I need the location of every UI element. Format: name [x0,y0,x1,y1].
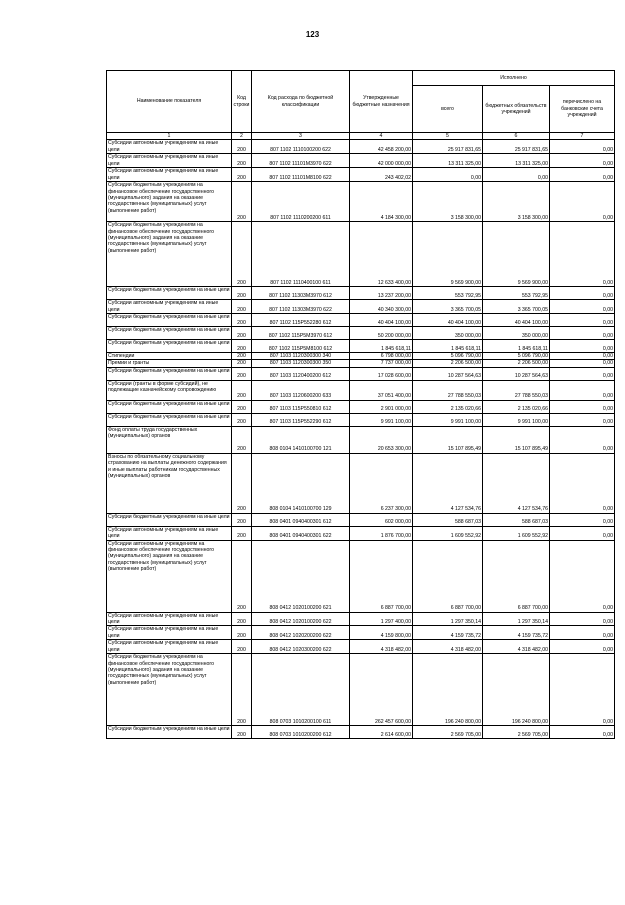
table-row [107,168,615,182]
header-name: Наименование показателя [107,71,232,133]
row-code-cell: 200 [232,400,252,413]
row-bank-cell: 0,00 [550,154,615,168]
row-code-cell: 200 [232,300,252,314]
row-name-cell: Субсидии автономным учреждениям на иные цели [107,300,232,314]
table-row [107,360,615,367]
row-bank-cell: 0,00 [550,526,615,540]
row-name-cell: Субсидии бюджетным учреждениям на финансовое обеспечение государственного (муниципального) задания на оказание государственных (муниципальных) услуг (выполнение работ) [107,222,232,287]
table-row [107,314,615,327]
row-code-cell: 200 [232,182,252,222]
column-number: 7 [550,133,615,140]
row-approved-cell: 12 633 400,00 [350,222,413,287]
row-total-cell: 350 000,00 [413,327,483,340]
row-classification-cell: 807 1102 115Р5М3970 612 [252,327,350,340]
row-name-cell: Фонд оплаты труда государственных (муниципальных) органов [107,426,232,453]
table-row [107,353,615,360]
row-classification-cell: 807 1103 1120600200 633 [252,380,350,400]
row-name-cell: Субсидии бюджетным учреждениям на иные цели [107,726,232,739]
row-approved-cell: 6 237 300,00 [350,453,413,513]
row-institutions-cell: 3 158 300,00 [483,182,550,222]
row-code-cell: 200 [232,426,252,453]
table-row [107,222,615,287]
row-name-cell: Субсидии автономным учреждениям на иные цели [107,526,232,540]
table-row [107,367,615,380]
row-institutions-cell: 5 096 790,00 [483,353,550,360]
row-total-cell: 6 887 700,00 [413,540,483,612]
header-total: всего [413,86,483,133]
table-row [107,300,615,314]
row-code-cell: 200 [232,314,252,327]
table-row [107,513,615,526]
row-institutions-cell: 4 159 735,72 [483,626,550,640]
row-approved-cell: 243 402,02 [350,168,413,182]
row-total-cell: 3 365 700,05 [413,300,483,314]
row-classification-cell: 808 0412 1020100200 621 [252,540,350,612]
row-total-cell: 2 569 705,00 [413,726,483,739]
row-bank-cell: 0,00 [550,353,615,360]
row-institutions-cell: 553 792,95 [483,287,550,300]
row-total-cell: 3 158 300,00 [413,182,483,222]
row-total-cell: 27 788 550,03 [413,380,483,400]
row-classification-cell: 807 1102 11303М3970 612 [252,287,350,300]
table-body [107,140,615,739]
table-row [107,540,615,612]
row-total-cell: 553 792,95 [413,287,483,300]
row-code-cell: 200 [232,353,252,360]
column-number: 1 [107,133,232,140]
row-bank-cell: 0,00 [550,640,615,654]
row-name-cell: Стипендии [107,353,232,360]
row-classification-cell: 807 1103 1120300300 350 [252,360,350,367]
row-bank-cell: 0,00 [550,380,615,400]
page-number: 123 [305,30,320,39]
table-row [107,287,615,300]
table-row [107,154,615,168]
table-row [107,453,615,513]
row-approved-cell: 2 901 000,00 [350,400,413,413]
row-code-cell: 200 [232,154,252,168]
row-institutions-cell: 4 318 482,00 [483,640,550,654]
header-approved: Утвержденные бюджетные назначения [350,71,413,133]
row-institutions-cell: 6 887 700,00 [483,540,550,612]
row-classification-cell: 808 0104 1410100700 129 [252,453,350,513]
row-institutions-cell: 27 788 550,03 [483,380,550,400]
row-institutions-cell: 2 569 705,00 [483,726,550,739]
row-name-cell: Субсидии (гранты в форме субсидий), не подлежащие казначейскому сопровождению [107,380,232,400]
row-code-cell: 200 [232,453,252,513]
row-approved-cell: 262 457 600,00 [350,654,413,726]
row-total-cell: 1 845 618,11 [413,340,483,353]
column-number: 6 [483,133,550,140]
row-approved-cell: 4 159 800,00 [350,626,413,640]
row-institutions-cell: 4 127 534,76 [483,453,550,513]
row-code-cell: 200 [232,367,252,380]
table-row [107,726,615,739]
row-name-cell: Субсидии бюджетным учреждениям на иные цели [107,327,232,340]
table-row [107,340,615,353]
row-name-cell: Субсидии автономным учреждениям на иные цели [107,154,232,168]
row-approved-cell: 20 653 300,00 [350,426,413,453]
row-code-cell: 200 [232,360,252,367]
row-code-cell: 200 [232,654,252,726]
row-total-cell: 196 240 800,00 [413,654,483,726]
row-code-cell: 200 [232,287,252,300]
row-code-cell: 200 [232,513,252,526]
row-approved-cell: 7 737 000,00 [350,360,413,367]
row-code-cell: 200 [232,540,252,612]
row-total-cell: 5 096 790,00 [413,353,483,360]
row-code-cell: 200 [232,640,252,654]
row-classification-cell: 807 1103 115Р552290 612 [252,413,350,426]
table-row [107,140,615,154]
row-name-cell: Субсидии автономным учреждениям на иные цели [107,612,232,626]
row-approved-cell: 13 237 200,00 [350,287,413,300]
column-number-row [107,133,615,140]
row-approved-cell: 1 297 400,00 [350,612,413,626]
row-approved-cell: 6 887 700,00 [350,540,413,612]
row-total-cell: 4 159 735,72 [413,626,483,640]
row-total-cell: 40 404 100,00 [413,314,483,327]
row-name-cell: Взносы по обязательному социальному страхованию на выплаты денежного содержания и иные выплаты работникам государственных (муниципальных) органов [107,453,232,513]
row-approved-cell: 4 318 482,00 [350,640,413,654]
table-row [107,327,615,340]
table-row [107,626,615,640]
row-name-cell: Субсидии автономным учреждениям на иные цели [107,626,232,640]
row-approved-cell: 42 458 200,00 [350,140,413,154]
row-classification-cell: 807 1102 1110400100 611 [252,222,350,287]
row-bank-cell: 0,00 [550,654,615,726]
row-approved-cell: 42 000 000,00 [350,154,413,168]
row-approved-cell: 17 028 600,00 [350,367,413,380]
row-classification-cell: 807 1103 1120400200 612 [252,367,350,380]
row-name-cell: Субсидии бюджетным учреждениям на иные цели [107,513,232,526]
row-name-cell: Субсидии бюджетным учреждениям на иные цели [107,287,232,300]
row-institutions-cell: 1 609 552,92 [483,526,550,540]
row-approved-cell: 6 798 000,00 [350,353,413,360]
row-code-cell: 200 [232,168,252,182]
row-total-cell: 588 687,03 [413,513,483,526]
row-code-cell: 200 [232,380,252,400]
row-name-cell: Субсидии автономным учреждениям на иные цели [107,140,232,154]
column-number: 5 [413,133,483,140]
row-code-cell: 200 [232,526,252,540]
row-approved-cell: 2 614 600,00 [350,726,413,739]
row-classification-cell: 808 0703 1010200100 611 [252,654,350,726]
row-approved-cell: 4 184 300,00 [350,182,413,222]
row-code-cell: 200 [232,222,252,287]
row-bank-cell: 0,00 [550,726,615,739]
row-institutions-cell: 2 135 020,66 [483,400,550,413]
row-approved-cell: 40 404 100,00 [350,314,413,327]
row-total-cell: 15 107 895,49 [413,426,483,453]
row-classification-cell: 808 0412 1020100200 622 [252,612,350,626]
table-row [107,526,615,540]
row-classification-cell: 808 0401 0940400301 612 [252,513,350,526]
row-institutions-cell: 40 404 100,00 [483,314,550,327]
row-total-cell: 2 135 020,66 [413,400,483,413]
row-classification-cell: 807 1103 1120300300 340 [252,353,350,360]
row-classification-cell: 807 1102 11303М3970 622 [252,300,350,314]
row-code-cell: 200 [232,340,252,353]
row-total-cell: 13 311 325,00 [413,154,483,168]
row-classification-cell: 807 1102 115Р5М8100 612 [252,340,350,353]
row-institutions-cell: 25 917 831,65 [483,140,550,154]
table-row [107,400,615,413]
row-institutions-cell: 0,00 [483,168,550,182]
row-bank-cell: 0,00 [550,513,615,526]
table-row [107,640,615,654]
row-code-cell: 200 [232,327,252,340]
row-approved-cell: 50 200 000,00 [350,327,413,340]
row-classification-cell: 807 1103 115Р550810 612 [252,400,350,413]
row-bank-cell: 0,00 [550,453,615,513]
row-classification-cell: 808 0412 1020200200 622 [252,626,350,640]
row-name-cell: Субсидии бюджетным учреждениям на финансовое обеспечение государственного (муниципального) задания на оказание государственных (муниципальных) услуг (выполнение работ) [107,654,232,726]
row-name-cell: Субсидии автономным учреждениям на финансовое обеспечение государственного (муниципального) задания на оказание государственных (муниципальных) услуг (выполнение работ) [107,540,232,612]
row-total-cell: 1 609 552,92 [413,526,483,540]
row-bank-cell: 0,00 [550,340,615,353]
row-approved-cell: 1 876 700,00 [350,526,413,540]
row-approved-cell: 40 340 300,00 [350,300,413,314]
row-approved-cell: 37 051 400,00 [350,380,413,400]
row-name-cell: Субсидии бюджетным учреждениям на иные цели [107,400,232,413]
row-institutions-cell: 196 240 800,00 [483,654,550,726]
row-approved-cell: 9 991 100,00 [350,413,413,426]
header-bank: перечислено на банковские счета учреждений [550,86,615,133]
table-row [107,413,615,426]
row-classification-cell: 808 0401 0940400301 622 [252,526,350,540]
row-institutions-cell: 9 991 100,00 [483,413,550,426]
row-code-cell: 200 [232,626,252,640]
row-bank-cell: 0,00 [550,367,615,380]
row-classification-cell: 807 1102 1110100200 622 [252,140,350,154]
row-classification-cell: 808 0703 1010200200 612 [252,726,350,739]
row-bank-cell: 0,00 [550,540,615,612]
row-institutions-cell: 10 287 564,63 [483,367,550,380]
row-institutions-cell: 13 311 325,00 [483,154,550,168]
row-institutions-cell: 2 206 500,00 [483,360,550,367]
row-total-cell: 9 991 100,00 [413,413,483,426]
row-bank-cell: 0,00 [550,626,615,640]
row-bank-cell: 0,00 [550,612,615,626]
row-classification-cell: 808 0412 1020300200 622 [252,640,350,654]
header-institutions: бюджетных обязательств учреждений [483,86,550,133]
header-code: Код строки [232,71,252,133]
row-total-cell: 25 917 831,65 [413,140,483,154]
row-total-cell: 1 297 350,14 [413,612,483,626]
row-total-cell: 9 569 900,00 [413,222,483,287]
table-row [107,426,615,453]
row-bank-cell: 0,00 [550,426,615,453]
row-classification-cell: 808 0104 1410100700 121 [252,426,350,453]
row-total-cell: 4 318 482,00 [413,640,483,654]
row-name-cell: Субсидии автономным учреждениям на иные цели [107,168,232,182]
row-institutions-cell: 3 365 700,05 [483,300,550,314]
row-institutions-cell: 588 687,03 [483,513,550,526]
row-institutions-cell: 15 107 895,49 [483,426,550,453]
row-classification-cell: 807 1102 115Р552280 612 [252,314,350,327]
row-institutions-cell: 1 845 618,11 [483,340,550,353]
row-name-cell: Субсидии бюджетным учреждениям на иные цели [107,340,232,353]
column-number: 3 [252,133,350,140]
table-row [107,182,615,222]
row-bank-cell: 0,00 [550,222,615,287]
row-bank-cell: 0,00 [550,327,615,340]
column-number: 2 [232,133,252,140]
row-approved-cell: 602 000,00 [350,513,413,526]
row-name-cell: Субсидии бюджетным учреждениям на иные цели [107,367,232,380]
row-code-cell: 200 [232,140,252,154]
row-bank-cell: 0,00 [550,400,615,413]
row-bank-cell: 0,00 [550,360,615,367]
table-row [107,612,615,626]
row-name-cell: Субсидии бюджетным учреждениям на финансовое обеспечение государственного (муниципального) задания на оказание государственных (муниципальных) услуг (выполнение работ) [107,182,232,222]
row-code-cell: 200 [232,612,252,626]
row-institutions-cell: 9 569 900,00 [483,222,550,287]
row-code-cell: 200 [232,726,252,739]
row-name-cell: Субсидии бюджетным учреждениям на иные цели [107,314,232,327]
row-bank-cell: 0,00 [550,140,615,154]
row-bank-cell: 0,00 [550,300,615,314]
table-row [107,380,615,400]
row-bank-cell: 0,00 [550,413,615,426]
row-name-cell: Субсидии бюджетным учреждениям на иные цели [107,413,232,426]
row-bank-cell: 0,00 [550,168,615,182]
row-code-cell: 200 [232,413,252,426]
row-bank-cell: 0,00 [550,314,615,327]
row-name-cell: Субсидии автономным учреждениям на иные цели [107,640,232,654]
row-total-cell: 2 206 500,00 [413,360,483,367]
table-row [107,654,615,726]
row-classification-cell: 807 1102 11101М8100 622 [252,168,350,182]
row-name-cell: Премии и гранты [107,360,232,367]
row-bank-cell: 0,00 [550,182,615,222]
row-total-cell: 10 287 564,63 [413,367,483,380]
header-classification: Код расхода по бюджетной классификации [252,71,350,133]
budget-execution-table [106,70,615,739]
header-executed: Исполнено [413,71,615,86]
row-total-cell: 4 127 534,76 [413,453,483,513]
row-institutions-cell: 1 297 350,14 [483,612,550,626]
row-classification-cell: 807 1102 1110200200 611 [252,182,350,222]
column-number: 4 [350,133,413,140]
row-bank-cell: 0,00 [550,287,615,300]
row-approved-cell: 1 845 618,11 [350,340,413,353]
row-classification-cell: 807 1102 11101М3970 622 [252,154,350,168]
row-total-cell: 0,00 [413,168,483,182]
row-institutions-cell: 350 000,00 [483,327,550,340]
